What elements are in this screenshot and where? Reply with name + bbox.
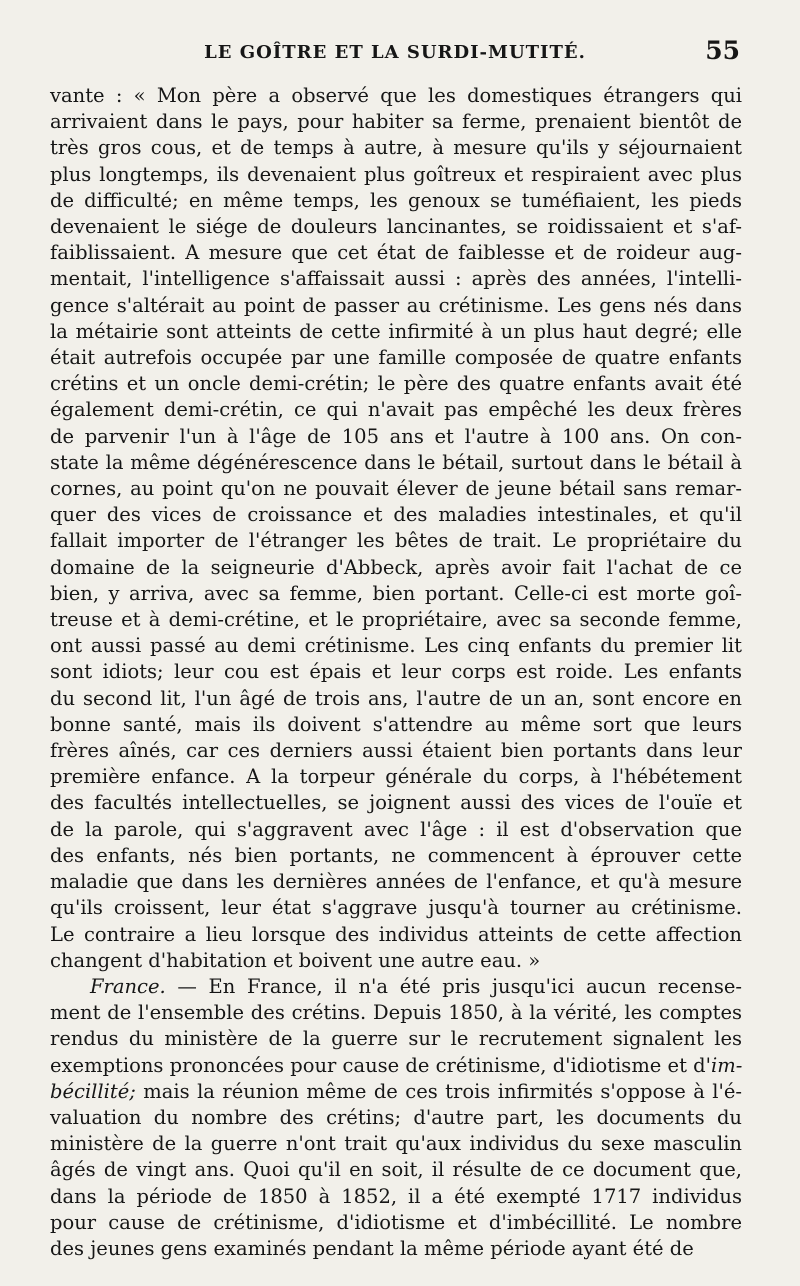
body-text	[50, 83, 742, 1262]
text-line: valuation du nombre des crétins; d'autre part, les documents du	[50, 1105, 742, 1129]
text-line: domaine de la seigneurie d'Abbeck, après avoir fait l'achat de ce	[50, 555, 742, 579]
text-line: changent d'habitation et boivent une autre eau. »	[50, 948, 541, 972]
text-line: crétins et un oncle demi-crétin; le père des quatre enfants avait été	[50, 372, 742, 396]
text-line: state la même dégénérescence dans le bétail, surtout dans le bétail à	[50, 450, 742, 474]
text-line: exemptions prononcées pour cause de crétinisme, d'idiotisme et d'im-	[50, 1053, 743, 1077]
text-line: faiblissaient. A mesure que cet état de faiblesse et de roideur aug-	[50, 241, 742, 265]
text-line: de parvenir l'un à l'âge de 105 ans et l'autre à 100 ans. On con-	[50, 424, 742, 448]
page-number: 55	[705, 36, 740, 65]
text-line: des facultés intellectuelles, se joignent aussi des vices de l'ouïe et	[50, 791, 742, 815]
text-line: arrivaient dans le pays, pour habiter sa ferme, prenaient bientôt de	[50, 110, 742, 134]
text-line: très gros cous, et de temps à autre, à mesure qu'ils y séjournaient	[50, 136, 742, 160]
text-line: pour cause de crétinisme, d'idiotisme et d'imbécillité. Le nombre	[50, 1210, 742, 1234]
text-line: de difficulté; en même temps, les genoux se tuméfiaient, les pieds	[50, 188, 742, 212]
text-line: première enfance. A la torpeur générale du corps, à l'hébétement	[50, 765, 742, 789]
text-line: âgés de vingt ans. Quoi qu'il en soit, il résulte de ce document que,	[50, 1158, 742, 1182]
italic-term: bécillité;	[50, 1079, 136, 1103]
text-line: ministère de la guerre n'ont trait qu'aux individus du sexe masculin	[50, 1132, 742, 1156]
text-line: également demi-crétin, ce qui n'avait pas empêché les deux frères	[50, 398, 742, 422]
text-line: sont idiots; leur cou est épais et leur corps est roide. Les enfants	[50, 660, 742, 684]
text-line: était autrefois occupée par une famille composée de quatre enfants	[50, 346, 742, 370]
text-line: frères aînés, car ces derniers aussi étaient bien portants dans leur	[50, 739, 742, 763]
text-line: des jeunes gens examinés pendant la même période ayant été de	[50, 1236, 694, 1260]
text-line: des enfants, nés bien portants, ne commencent à éprouver cette	[50, 843, 742, 867]
text-line: vante : « Mon père a observé que les domestiques étrangers qui	[50, 84, 742, 107]
text-line: plus longtemps, ils devenaient plus goîtreux et respiraient avec plus	[50, 162, 742, 186]
text-line: devenaient le siége de douleurs lancinantes, se roidissaient et s'af-	[50, 215, 742, 239]
text-line: la métairie sont atteints de cette infirmité à un plus haut degré; elle	[50, 319, 742, 343]
text-line: quer des vices de croissance et des maladies intestinales, et qu'il	[50, 503, 742, 527]
text-line: ont aussi passé au demi crétinisme. Les cinq enfants du premier lit	[50, 634, 742, 658]
text-line: fallait importer de l'étranger les bêtes de trait. Le propriétaire du	[50, 529, 742, 553]
text-line: ment de l'ensemble des crétins. Depuis 1850, à la vérité, les comptes	[50, 1001, 742, 1025]
text-line: dans la période de 1850 à 1852, il a été exempté 1717 individus	[50, 1184, 742, 1208]
text-line: de la parole, qui s'aggravent avec l'âge : il est d'observation que	[50, 817, 742, 841]
text-line: qu'ils croissent, leur état s'aggrave jusqu'à tourner au crétinisme.	[50, 896, 742, 920]
text-line: bien, y arriva, avec sa femme, bien portant. Celle-ci est morte goî-	[50, 581, 742, 605]
paragraph	[50, 83, 742, 974]
text-line: bonne santé, mais ils doivent s'attendre au même sort que leurs	[50, 712, 742, 736]
page-header	[50, 36, 740, 76]
italic-term: France.	[90, 974, 166, 998]
text-line: cornes, au point qu'on ne pouvait élever de jeune bétail sans remar-	[50, 477, 742, 501]
text-line: maladie que dans les dernières années de l'enfance, et qu'à mesure	[50, 870, 742, 894]
italic-term: im-	[710, 1053, 743, 1077]
text-line: bécillité; mais la réunion même de ces trois infirmités s'oppose à l'é-	[50, 1079, 742, 1103]
text-line: France. — En France, il n'a été pris jusqu'ici aucun recense-	[90, 974, 742, 998]
text-line: treuse et à demi-crétine, et le propriétaire, avec sa seconde femme,	[50, 608, 742, 632]
text-line: Le contraire a lieu lorsque des individus atteints de cette affection	[50, 922, 742, 946]
text-line: du second lit, l'un âgé de trois ans, l'autre de un an, sont encore en	[50, 686, 742, 710]
text-line: mentait, l'intelligence s'affaissait aussi : après des années, l'intelli-	[50, 267, 742, 291]
text-line: rendus du ministère de la guerre sur le recrutement signalent les	[50, 1027, 742, 1051]
paragraph	[50, 974, 742, 1262]
running-title: LE GOÎTRE ET LA SURDI-MUTITÉ.	[204, 42, 586, 63]
text-line: gence s'altérait au point de passer au crétinisme. Les gens nés dans	[50, 293, 742, 317]
